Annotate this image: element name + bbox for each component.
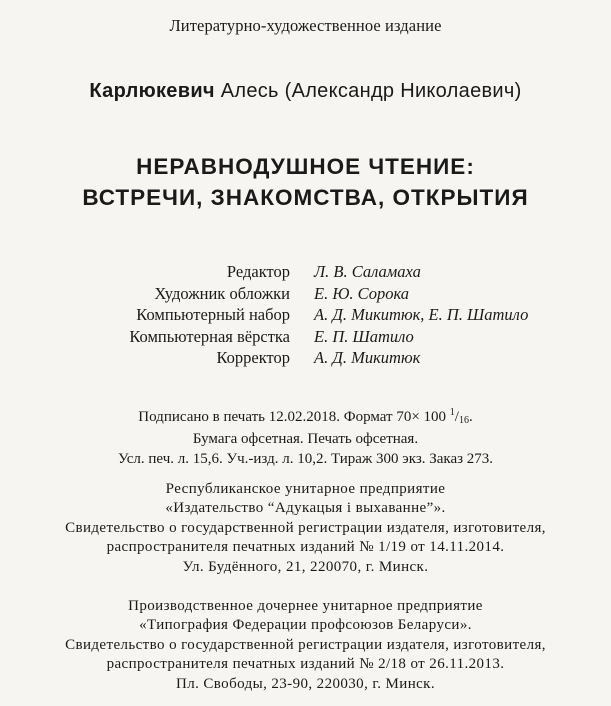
imprint-signed-text: Подписано в печать 12.02.2018. Формат 70× 100 [138,409,450,425]
credit-role: Компьютерный набор [136,305,290,324]
publisher-line-1: Республиканское унитарное предприятие [165,481,446,497]
credit-name: Л. В. Саламаха [314,262,421,281]
credit-role: Редактор [226,262,290,281]
imprint-signed-end: . [468,409,473,425]
credit-row-proofreader [0,347,611,369]
printer-info [0,597,611,694]
credits-list [0,261,611,369]
imprint-signed-line: Подписано в печать 12.02.2018. Формат 70× 100 $^1/_{16}$. [138,407,473,426]
credit-role: Компьютерная вёрстка [129,326,290,346]
publisher-line-2: «Издательство “Адукацыя і выхаванне”». [165,500,446,517]
imprint-volume-line: Усл. печ. л. 15,6. Уч.-изд. л. 10,2. Тираж 300 экз. Заказ 273. [117,450,494,467]
credit-role: Корректор [216,348,290,367]
print-imprint [0,403,611,469]
printer-line-5: Пл. Свободы, 23-90, 220030, г. Минск. [175,675,436,692]
publisher-line-3: Свидетельство о государственной регистрации издателя, изготовителя, [65,519,546,536]
credit-row-editor [0,261,611,283]
credit-name: Е. Ю. Сорока [314,283,410,303]
publisher-info [0,480,611,577]
title-line-2: ВСТРЕЧИ, ЗНАКОМСТВА, ОТКРЫТИЯ [82,185,529,210]
edition-type: Литературно-художественное издание [169,16,442,35]
printer-line-3: Свидетельство о государственной регистрации издателя, изготовителя, [65,636,546,653]
title-line-1: НЕРАВНОДУШНОЕ ЧТЕНИЕ: [136,154,475,179]
publisher-line-5: Ул. Будённого, 21, 220070, г. Минск. [182,558,429,575]
credit-name: А. Д. Микитюк, Е. П. Шатило [314,305,529,324]
author-surname: Карлюкевич [89,80,215,102]
credit-role: Художник обложки [154,283,290,303]
book-title [0,151,611,213]
author-line [0,80,611,103]
credit-name: Е. П. Шатило [314,326,414,346]
printer-line-1: Производственное дочернее унитарное предприятие [128,598,483,614]
author-name: Алесь (Александр Николаевич) [220,80,522,102]
format-numerator: 1 [449,407,455,418]
credit-row-typesetting [0,304,611,326]
printer-line-2: «Типография Федерации профсоюзов Беларуси». [139,617,472,634]
credit-row-layout [0,326,611,348]
publisher-line-4: распространителя печатных изданий № 1/19 от 14.11.2014. [106,539,505,556]
format-denominator: 16 [458,415,469,426]
printer-line-4: распространителя печатных изданий № 2/18 от 26.11.2013. [106,656,505,673]
credit-name: А. Д. Микитюк [314,348,421,367]
credit-row-cover-artist [0,283,611,305]
imprint-paper-line: Бумага офсетная. Печать офсетная. [192,431,419,448]
